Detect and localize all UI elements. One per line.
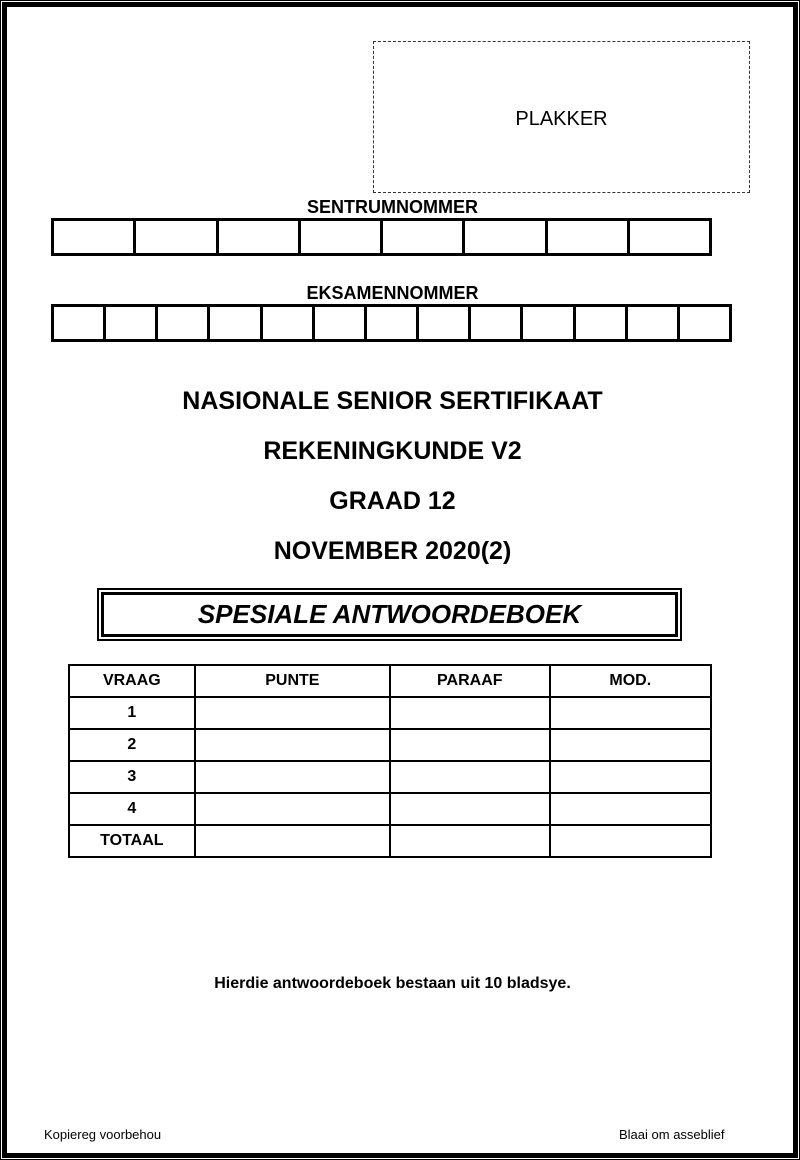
exam-number-box[interactable]: [680, 307, 729, 339]
initial-cell[interactable]: [390, 697, 550, 729]
exam-number-box[interactable]: [315, 307, 367, 339]
centre-number-box[interactable]: [465, 221, 547, 253]
grade-heading: GRAAD 12: [329, 487, 456, 515]
exam-number-box[interactable]: [471, 307, 523, 339]
table-header-row: [69, 665, 711, 697]
column-header-marks: PUNTE: [195, 665, 390, 697]
table-row: [69, 697, 711, 729]
marks-cell[interactable]: [195, 697, 390, 729]
table-row: [69, 761, 711, 793]
page-count-note: Hierdie antwoordeboek bestaan uit 10 bladsye.: [214, 975, 571, 992]
table-row: [69, 793, 711, 825]
centre-number-box[interactable]: [219, 221, 301, 253]
exam-number-box[interactable]: [106, 307, 158, 339]
centre-number-box[interactable]: [630, 221, 709, 253]
table-row: [69, 729, 711, 761]
exam-number-box[interactable]: [263, 307, 315, 339]
answer-book-title: SPESIALE ANTWOORDEBOEK: [197, 599, 582, 629]
marks-cell[interactable]: [195, 793, 390, 825]
question-number: 4: [69, 793, 195, 825]
sticker-label: PLAKKER: [515, 107, 608, 130]
turn-page-footer: Blaai om asseblief: [619, 1127, 725, 1142]
column-header-question: VRAAG: [69, 665, 195, 697]
exam-number-box[interactable]: [419, 307, 471, 339]
subject-heading: REKENINGKUNDE V2: [263, 437, 522, 465]
initial-cell[interactable]: [390, 825, 550, 857]
exam-number-boxes: [51, 304, 732, 342]
answer-book-title-box: [97, 588, 682, 641]
total-label: TOTAAL: [69, 825, 195, 857]
exam-number-box[interactable]: [367, 307, 419, 339]
certificate-heading: NASIONALE SENIOR SERTIFIKAAT: [182, 387, 603, 415]
marks-cell[interactable]: [195, 825, 390, 857]
moderation-cell[interactable]: [550, 729, 711, 761]
table-row-total: [69, 825, 711, 857]
exam-number-label: EKSAMENNOMMER: [306, 283, 479, 303]
copyright-footer: Kopiereg voorbehou: [44, 1127, 162, 1142]
column-header-moderation: MOD.: [550, 665, 711, 697]
centre-number-box[interactable]: [548, 221, 630, 253]
marks-table: [68, 664, 712, 858]
centre-number-label: SENTRUMNOMMER: [307, 197, 478, 217]
initial-cell[interactable]: [390, 729, 550, 761]
question-number: 3: [69, 761, 195, 793]
centre-number-box[interactable]: [54, 221, 136, 253]
exam-number-box[interactable]: [576, 307, 628, 339]
exam-number-box[interactable]: [54, 307, 106, 339]
question-number: 1: [69, 697, 195, 729]
centre-number-box[interactable]: [383, 221, 465, 253]
session-heading: NOVEMBER 2020(2): [273, 537, 512, 565]
moderation-cell[interactable]: [550, 793, 711, 825]
centre-number-box[interactable]: [301, 221, 383, 253]
moderation-cell[interactable]: [550, 761, 711, 793]
marks-cell[interactable]: [195, 729, 390, 761]
moderation-cell[interactable]: [550, 825, 711, 857]
column-header-initial: PARAAF: [390, 665, 550, 697]
centre-number-box[interactable]: [136, 221, 218, 253]
initial-cell[interactable]: [390, 761, 550, 793]
sticker-area: [373, 41, 750, 193]
marks-cell[interactable]: [195, 761, 390, 793]
moderation-cell[interactable]: [550, 697, 711, 729]
exam-number-box[interactable]: [628, 307, 680, 339]
exam-number-box[interactable]: [158, 307, 210, 339]
initial-cell[interactable]: [390, 793, 550, 825]
question-number: 2: [69, 729, 195, 761]
exam-number-box[interactable]: [210, 307, 262, 339]
centre-number-boxes: [51, 218, 712, 256]
exam-number-box[interactable]: [523, 307, 575, 339]
